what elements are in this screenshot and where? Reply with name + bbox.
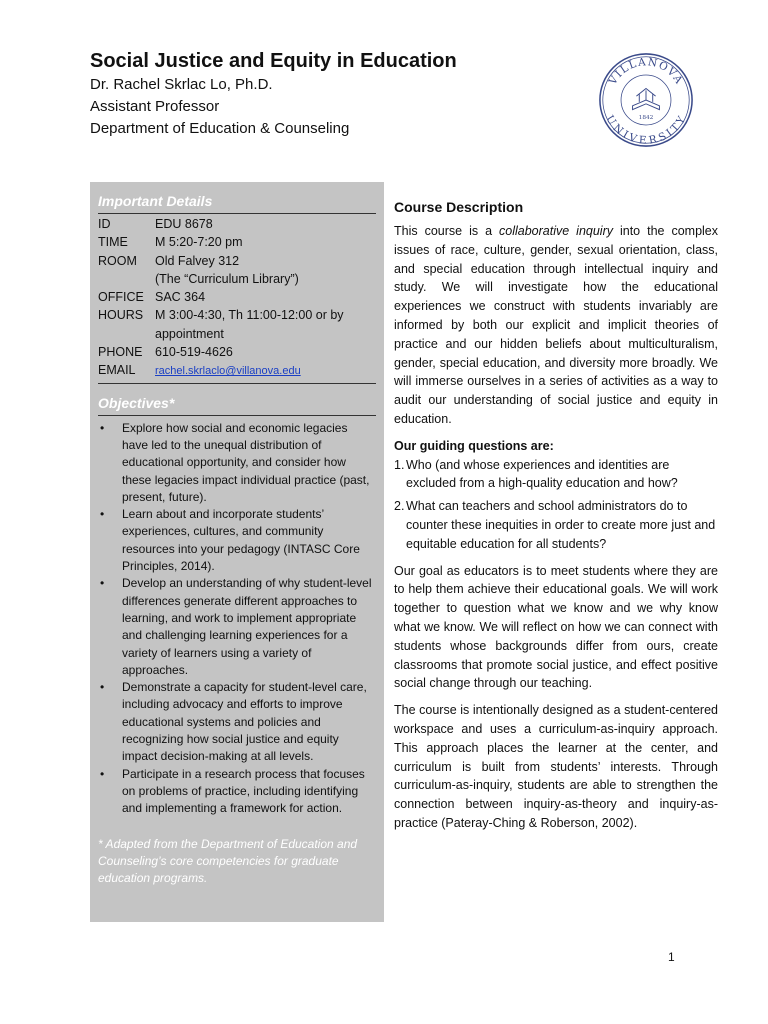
details-divider [98,383,376,384]
details-row [98,233,376,251]
details-table [98,215,376,381]
bullet-icon: • [100,766,105,781]
svg-text:VILLANOVA: VILLANOVA [606,56,686,88]
page-number: 1 [668,950,675,964]
objective-item: • Develop an understanding of why student-level differences generate different approaches to learning, and work to implement appropriate and challenging learning experiences for a variety of learners using a variety of approaches. [100,576,372,677]
details-sidebar [90,182,384,922]
objective-item: • Participate in a research process that focuses on problems of practice, including identifying and implementing a framework for action. [100,766,365,816]
course-description [394,198,718,833]
guiding-questions-list [394,456,718,554]
details-value: M 5:20-7:20 pm [155,235,243,250]
details-key: ROOM [98,253,137,268]
details-value: (The “Curriculum Library”) [155,271,299,286]
guiding-questions-heading: Our guiding questions are: [394,438,554,453]
bullet-icon: • [100,420,105,435]
instructor-role: Assistant Professor [90,98,220,115]
details-key [98,270,155,288]
details-key [98,325,155,343]
details-row [98,361,376,380]
svg-text:1842: 1842 [638,115,654,122]
details-row [98,215,376,233]
details-key: ID [98,217,111,231]
objective-item: • Demonstrate a capacity for student-level care, including advocacy and efforts to improve educational systems and policies and recognizing how social justice and equity impact decision-making at all levels. [100,680,367,764]
course-design-paragraph: The course is intentionally designed as a student-centered workspace and uses a curriculum-as-inquiry approach. This approach places the learner at the center, and curriculum is built from students’ interests. Through curriculum-as-inquiry, students are able to strengthen the connection between inquiry-as-theory and inquiry-as-practice (Pateray-Ching & Roberson, 2002). [394,703,718,830]
bullet-icon: • [100,507,105,522]
question-number: 1. [394,457,405,472]
details-value: SAC 364 [155,290,206,305]
instructor-name: Dr. Rachel Skrlac Lo, Ph.D. [90,76,273,93]
objectives-footnote: * Adapted from the Department of Education and Counseling’s core competencies for graduate education programs. [98,836,358,885]
details-value: 610-519-4626 [155,345,233,360]
email-link[interactable]: rachel.skrlaclo@villanova.edu [155,365,301,378]
guiding-question: 1. Who (and whose experiences and identities are excluded from a high-quality education and how? [394,457,678,491]
details-row [98,252,376,270]
course-description-heading: Course Description [394,199,524,215]
university-seal-logo [598,52,694,148]
objectives-heading: Objectives* [98,392,376,416]
details-value: EDU 8678 [155,217,213,231]
details-key: HOURS [98,308,144,323]
details-value: Old Falvey 312 [155,253,240,268]
svg-text:UNIVERSITY: UNIVERSITY [603,113,689,147]
emphasis-text: collaborative inquiry [499,224,613,238]
details-key: TIME [98,235,128,250]
details-key: OFFICE [98,290,144,305]
question-number: 2. [394,499,405,514]
details-value: appointment [155,326,224,341]
course-description-paragraph: This course is a collaborative inquiry into the complex issues of race, culture, gender, sexual orientation, class, and special education through intellectual inquiry and study. We will investigate how the educational experiences we construct with students invariably are informed by both our explicit and implicit theories of practice and our hidden beliefs about multiculturalism, gender, special education, and diversity more broadly. We will immerse ourselves in a series of activities as a way to audit our understanding of social justice and equity in education. [394,224,718,426]
details-row [98,325,376,343]
objectives-list [98,420,376,818]
objective-item: • Learn about and incorporate students’ experiences, cultures, and community resources into your pedagogy (INTASC Core Principles, 2014). [100,507,360,574]
bullet-icon: • [100,576,105,591]
details-row [98,343,376,361]
guiding-question: 2. What can teachers and school administrators do to counter these inequities in order to create more just and equitable education for all students? [394,499,716,551]
bullet-icon: • [100,680,105,695]
details-key: EMAIL [98,363,136,378]
details-row [98,306,376,324]
objective-item: • Explore how social and economic legacies have led to the unequal distribution of educational opportunity, and consider how these legacies impact individual practice (past, present, future). [100,420,370,504]
department-name: Department of Education & Counseling [90,120,350,137]
document-header [90,48,457,140]
details-row [98,270,376,288]
page-title: Social Justice and Equity in Education [90,50,457,72]
details-value: M 3:00-4:30, Th 11:00-12:00 or by [155,308,344,323]
important-details-heading: Important Details [98,190,376,214]
course-goal-paragraph: Our goal as educators is to meet students where they are to help them achieve their educational goals. We will work together to question what we know and we why know what we know. We will reflect on how we can connect with students whose backgrounds differ from ours, create classrooms that promote social justice, and effect positive social change through our teaching. [394,563,718,691]
details-key: PHONE [98,345,143,360]
details-row [98,288,376,306]
